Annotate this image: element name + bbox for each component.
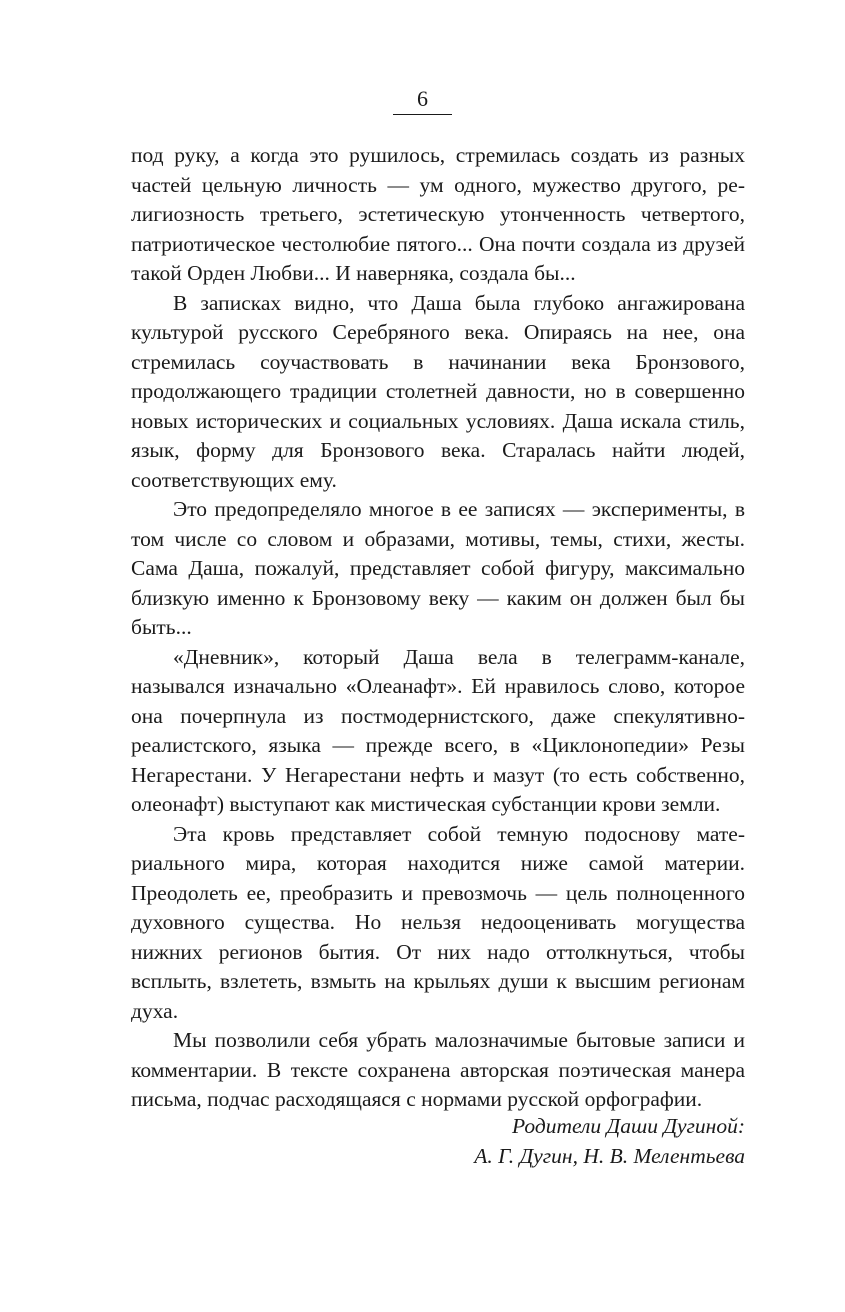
paragraph-3: Это предопределяло многое в ее записях — эксперименты, в том числе со словом и образами, мотивы, темы, стихи, жесты. Сама Даша, пожалуй, представляет собой фигуру, максимально близкую именно к Бронзовому веку — каким он должен был бы быть... <box>131 497 745 639</box>
signature-line-2: А. Г. Дугин, Н. В. Мелентьева <box>474 1144 745 1168</box>
signature-line-1: Родители Даши Дугиной: <box>512 1114 745 1138</box>
page-header <box>0 86 845 115</box>
paragraph-5: Эта кровь представляет собой темную подоснову материального мира, которая находится ниже самой материи. Преодолеть ее, преобразить и превозмочь — цель полноценного духовного существа. Но нельзя недооценивать могущества нижних регионов бытия. От них надо оттолкнуться, чтобы всплыть, взлететь, взмыть на крыльях души к высшим регионам духа. <box>131 821 745 1023</box>
paragraph-1: под руку, а когда это рушилось, стремилась создать из разных частей цельную личность — ум одного, мужество другого, религиозность третьего, эстетическую утонченность четвертого, патриотическое честолюбие пятого... Она почти создала из друзей такой Орден Любви... И наверняка, создала бы... <box>131 143 745 285</box>
page-number: 6 <box>393 86 452 115</box>
signature-block <box>474 1111 745 1171</box>
paragraph-6: Мы позволили себя убрать малозначимые бытовые записи и комментарии. В тексте сохранена авторская поэтическая манера письма, подчас расходящаяся с нормами русской орфографии. <box>131 1028 745 1111</box>
body-text <box>131 141 745 1115</box>
paragraph-2: В записках видно, что Даша была глубоко ангажирована культурой русского Серебряного века. Опираясь на нее, она стремилась соучаствовать в начинании века Бронзового, продолжающего традиции столетней давности, но в совершенно новых исторических и социальных условиях. Даша искала стиль, язык, форму для Бронзового века. Старалась найти людей, соответствующих ему. <box>131 290 745 492</box>
paragraph-4: «Дневник», который Даша вела в телеграмм-канале, назывался изначально «Олеанафт». Ей нравилось слово, которое она почерпнула из постмодернистского, даже спекулятивно-реалистского, языка — прежде всего, в «Циклонопедии» Резы Негарестани. У Негарестани нефть и мазут (то есть собственно, олеонафт) выступают как мистическая субстанции крови земли. <box>131 644 745 816</box>
